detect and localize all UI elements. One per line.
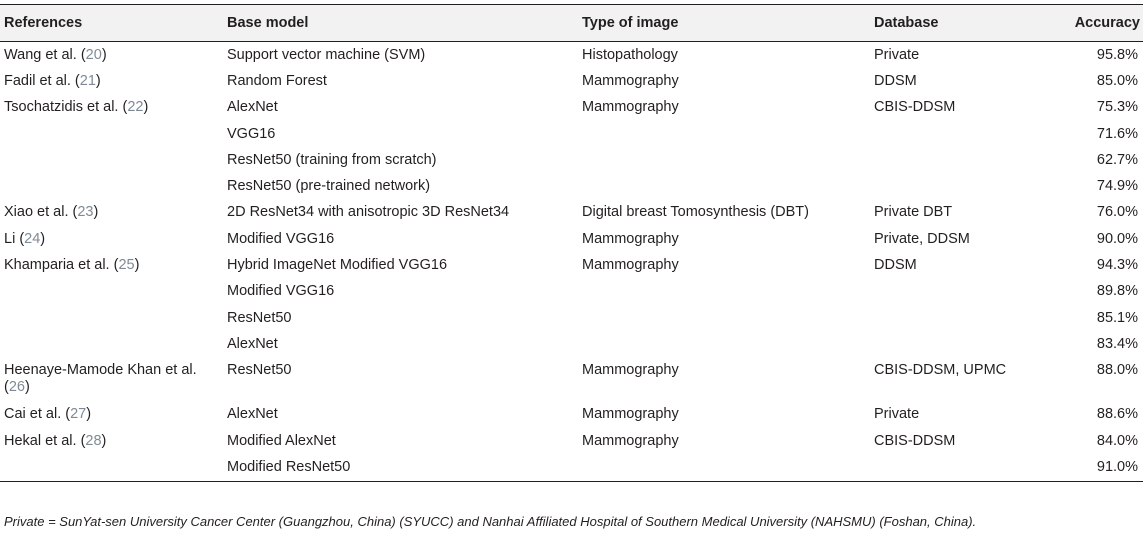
cell-type-of-image: Mammography: [582, 72, 679, 89]
table-row: [0, 95, 1143, 121]
header-references: References: [0, 5, 223, 42]
cell-type-of-image: Mammography: [582, 99, 679, 116]
reference-end: ): [101, 432, 107, 449]
table-row: [0, 358, 1143, 402]
table-header: [0, 5, 1143, 42]
cell-type-of-image: [578, 173, 870, 199]
cell-accuracy: 88.6%: [1096, 406, 1138, 423]
cell-reference: [0, 428, 223, 454]
cell-base-model: Modified ResNet50: [223, 454, 578, 482]
cell-base-model: VGG16: [227, 125, 276, 142]
reference-text: Li (: [4, 230, 25, 247]
cell-database: DDSM: [874, 72, 917, 89]
reference-text: Heenaye-Mamode Khan et al. (: [4, 361, 197, 395]
cell-accuracy: 85.1%: [1096, 309, 1138, 326]
cell-base-model: ResNet50 (training from scratch): [227, 151, 437, 168]
table-body: [0, 42, 1143, 482]
cell-database: DDSM: [874, 257, 917, 274]
cell-database: Private, DDSM: [874, 230, 970, 247]
table-footnote: Private = SunYat-sen University Cancer Center (Guangzhou, China) (SYUCC) and Nanhai Affiliated Hospital of Southern Medical University (NAHSMU) (Foshan, China).: [4, 514, 977, 529]
cell-database: CBIS-DDSM, UPMC: [874, 361, 1007, 378]
cell-reference: [0, 68, 223, 94]
citation-link[interactable]: 24: [24, 230, 41, 247]
cell-accuracy: 76.0%: [1096, 204, 1138, 221]
results-table: [0, 4, 1143, 482]
cell-database: CBIS-DDSM: [874, 432, 956, 449]
cell-base-model: 2D ResNet34 with anisotropic 3D ResNet34: [227, 204, 510, 221]
reference-text: Cai et al. (: [4, 406, 71, 423]
cell-database: [870, 305, 1052, 331]
cell-type-of-image: [578, 331, 870, 357]
cell-base-model: ResNet50 (pre-trained network): [227, 178, 431, 195]
cell-accuracy: 71.6%: [1096, 125, 1138, 142]
cell-reference: [0, 42, 223, 69]
citation-link[interactable]: 20: [85, 46, 102, 63]
cell-type-of-image: Mammography: [582, 361, 679, 378]
reference-text: Hekal et al. (: [4, 432, 86, 449]
cell-reference: [0, 331, 223, 357]
reference-end: ): [95, 72, 101, 89]
cell-reference: [0, 252, 223, 278]
cell-database: Private: [874, 46, 920, 63]
cell-reference: [0, 200, 223, 226]
cell-type-of-image: Histopathology: [582, 46, 678, 63]
cell-database: [870, 454, 1052, 482]
reference-text: Xiao et al. (: [4, 204, 78, 221]
cell-accuracy: 90.0%: [1096, 230, 1138, 247]
cell-type-of-image: [578, 279, 870, 305]
cell-base-model: ResNet50: [227, 309, 292, 326]
cell-database: Private DBT: [874, 204, 953, 221]
cell-accuracy: 84.0%: [1096, 432, 1138, 449]
citation-link[interactable]: 23: [77, 204, 94, 221]
cell-type-of-image: [578, 305, 870, 331]
reference-end: ): [86, 406, 92, 423]
cell-base-model: Support vector machine (SVM): [227, 46, 426, 63]
cell-type-of-image: [578, 121, 870, 147]
citation-link[interactable]: 25: [118, 257, 135, 274]
cell-base-model: Modified VGG16: [227, 230, 335, 247]
cell-type-of-image: Mammography: [582, 406, 679, 423]
table-row: [0, 252, 1143, 278]
reference-end: ): [40, 230, 46, 247]
cell-accuracy: 95.8%: [1096, 46, 1138, 63]
cell-accuracy: 83.4%: [1096, 335, 1138, 352]
citation-link[interactable]: 26: [8, 378, 25, 395]
table-row: [0, 68, 1143, 94]
citation-link[interactable]: 27: [70, 406, 87, 423]
cell-accuracy: 74.9%: [1096, 178, 1138, 195]
cell-base-model: AlexNet: [227, 335, 278, 352]
cell-base-model: Modified VGG16: [227, 283, 335, 300]
cell-accuracy: 85.0%: [1096, 72, 1138, 89]
cell-database: [870, 331, 1052, 357]
reference-end: ): [134, 257, 140, 274]
cell-reference: [0, 147, 223, 173]
table-row: [0, 331, 1143, 357]
table-row: [0, 226, 1143, 252]
cell-base-model: Modified AlexNet: [227, 432, 336, 449]
cell-reference: [0, 305, 223, 331]
header-database: Database: [870, 5, 1052, 42]
citation-link[interactable]: 28: [85, 432, 102, 449]
table-row: [0, 428, 1143, 454]
table-row: [0, 305, 1143, 331]
cell-accuracy: 89.8%: [1096, 283, 1138, 300]
cell-reference: [0, 454, 223, 482]
header-base-model: Base model: [223, 5, 578, 42]
table-row: [0, 121, 1143, 147]
table-row: [0, 147, 1143, 173]
cell-base-model: ResNet50: [227, 361, 292, 378]
reference-end: ): [93, 204, 99, 221]
cell-reference: [0, 402, 223, 428]
table-row: [0, 454, 1143, 482]
reference-text: Fadil et al. (: [4, 72, 80, 89]
cell-reference: [0, 358, 223, 402]
cell-base-model: AlexNet: [227, 99, 278, 116]
cell-reference: [0, 173, 223, 199]
cell-accuracy: 91.0%: [1052, 454, 1143, 482]
cell-reference: [0, 121, 223, 147]
citation-link[interactable]: 21: [79, 72, 96, 89]
cell-type-of-image: Mammography: [582, 230, 679, 247]
header-type-of-image: Type of image: [578, 5, 870, 42]
table-row: [0, 279, 1143, 305]
cell-accuracy: 94.3%: [1096, 257, 1138, 274]
cell-reference: [0, 95, 223, 121]
cell-reference: [0, 279, 223, 305]
cell-type-of-image: [578, 147, 870, 173]
cell-database: [870, 147, 1052, 173]
cell-base-model: Random Forest: [227, 72, 327, 89]
cell-base-model: Hybrid ImageNet Modified VGG16: [227, 257, 448, 274]
table-row: [0, 200, 1143, 226]
cell-accuracy: 75.3%: [1096, 99, 1138, 116]
header-accuracy: Accuracy: [1052, 5, 1143, 42]
table-row: [0, 402, 1143, 428]
cell-base-model: AlexNet: [227, 406, 278, 423]
cell-type-of-image: Mammography: [582, 257, 679, 274]
cell-accuracy: 88.0%: [1096, 361, 1138, 378]
cell-type-of-image: Digital breast Tomosynthesis (DBT): [582, 204, 809, 221]
cell-accuracy: 62.7%: [1096, 151, 1138, 168]
citation-link[interactable]: 22: [127, 99, 144, 116]
cell-reference: [0, 226, 223, 252]
reference-text: Khamparia et al. (: [4, 257, 119, 274]
reference-end: ): [143, 99, 149, 116]
reference-end: ): [101, 46, 107, 63]
table-row: [0, 173, 1143, 199]
header-row: [0, 5, 1143, 42]
reference-end: ): [24, 378, 30, 395]
cell-database: [870, 173, 1052, 199]
reference-text: Tsochatzidis et al. (: [4, 99, 128, 116]
cell-database: [870, 121, 1052, 147]
cell-database: Private: [874, 406, 920, 423]
table-row: [0, 42, 1143, 69]
cell-database: CBIS-DDSM: [874, 99, 956, 116]
cell-database: [870, 279, 1052, 305]
cell-type-of-image: Mammography: [582, 432, 679, 449]
cell-type-of-image: [578, 454, 870, 482]
reference-text: Wang et al. (: [4, 46, 86, 63]
